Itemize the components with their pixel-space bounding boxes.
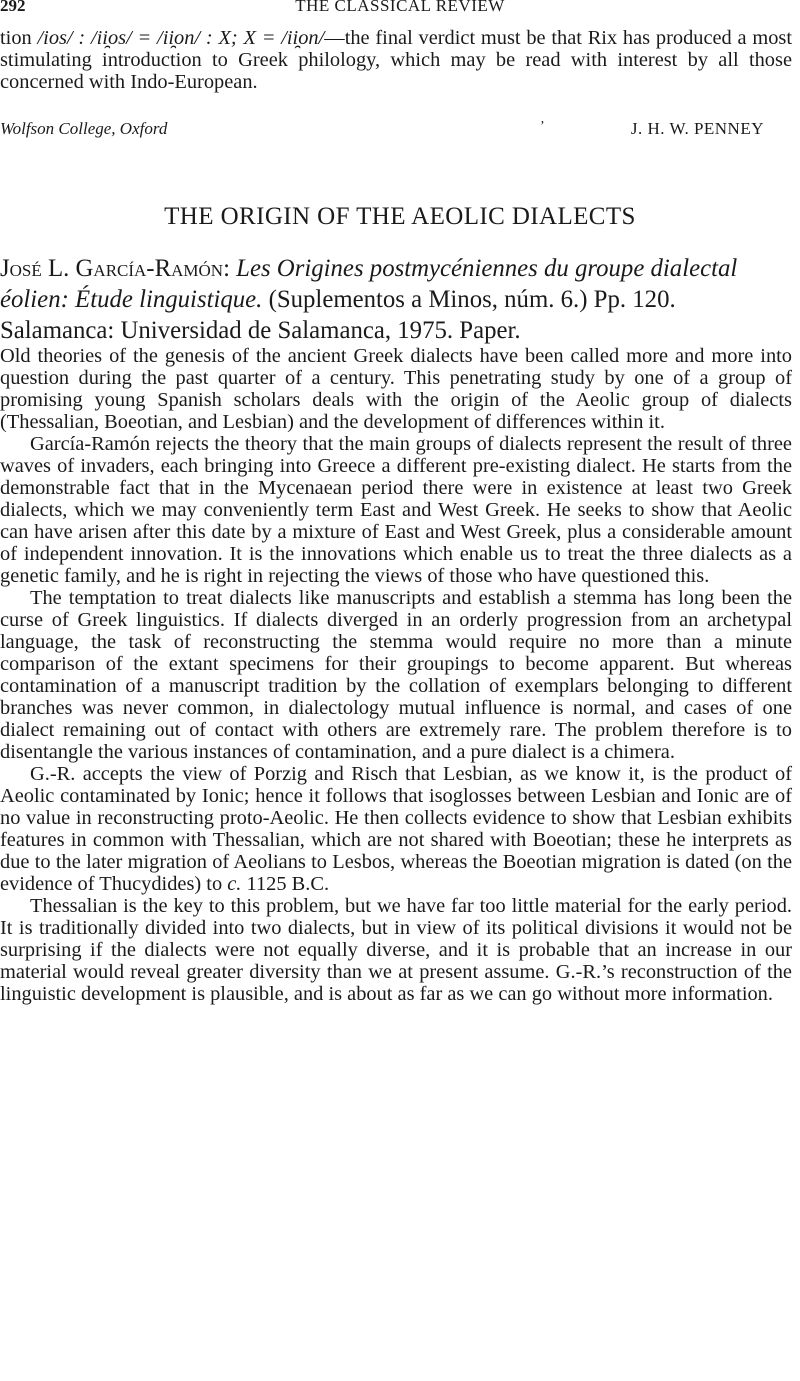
- review-paragraph-5: Thessalian is the key to this problem, but we have far too little material for the early period. It is traditionally divided into two dialects, but in view of its political divisions it would not be surprising if the dialects were not equally diverse, and it is probable that an increase in our material would reveal greater diversity than we at present assume. G.-R.’s reconstruction of the linguistic development is plausible, and is about as far as we can go without more information.: [0, 895, 792, 1005]
- book-author: José L. García-Ramón: [0, 255, 224, 282]
- phonological-formula: /ios/ : /ii̯os/ = /ii̯on/ : X; X = /ii̯on/: [37, 27, 325, 49]
- review-paragraph-3: The temptation to treat dialects like manuscripts and establish a stemma has long been the curse of Greek linguistics. If dialects diverged in an orderly progression from an archetypal language, the task of reconstructing the stemma would require no more than a minute comparison of the extant specimens for their groupings to become apparent. But whereas contamination of a manuscript tradition by the collation of exemplars belonging to different branches was never common, in dialectology mutual influence is normal, and cases of one dialect remaining out of contact with others are extremely rare. The problem therefore is to disentangle the various instances of contamination, and a pure dialect is a chimera.: [0, 587, 792, 763]
- review-paragraph-2: García-Ramón rejects the theory that the main groups of dialects represent the result of three waves of invaders, each bringing into Greece a different pre-existing dialect. He starts from the demonstrable fact that in the Mycenaean period there were in existence at least two Greek dialects, which we may conveniently term East and West Greek. He seeks to show that Aeolic can have arisen after this date by a mixture of East and West Greek, plus a considerable amount of independent innovation. It is the innovations which enable us to treat the three dialects as a genetic family, and he is right in rejecting the views of those who have questioned this.: [0, 433, 792, 587]
- page-number: 292: [0, 0, 26, 15]
- reviewer-name: J. H. W. PENNEY: [630, 119, 764, 138]
- running-head: [0, 0, 800, 20]
- journal-title: THE CLASSICAL REVIEW: [295, 0, 505, 15]
- book-citation: [0, 253, 792, 346]
- reviewer-signature: [0, 119, 792, 141]
- stray-print-mark: ʼ: [540, 119, 545, 134]
- reviewer-affiliation: Wolfson College, Oxford: [0, 119, 168, 138]
- paragraph-lead: tion: [0, 27, 38, 49]
- circa-abbreviation: c.: [227, 873, 242, 895]
- previous-review-ending: [0, 27, 792, 93]
- paragraph-4-text: G.-R. accepts the view of Porzig and Risch that Lesbian, as we know it, is the product of Aeolic contaminated by Ionic; hence it follows that isoglosses between Lesbian and Ionic are of no value in reconstructing proto-Aeolic. He then collects evidence to show that Lesbian exhibits features in common with Thessalian, which are not shared with Boeotian; these he interprets as due to the later migration of Aeolians to Lesbos, whereas the Boeotian migration is dated (on the evidence of Thucydides) to: [0, 763, 792, 895]
- section-title: THE ORIGIN OF THE AEOLIC DIALECTS: [164, 203, 636, 230]
- paragraph-rest: —the final verdict must be that Rix has produced a most stimulating introduction to Greek philology, which may be read with interest by all those concerned with Indo-European.: [0, 27, 793, 93]
- citation-colon: :: [223, 255, 237, 282]
- previous-review-paragraph: [0, 27, 792, 93]
- book-title: Les Origines postmycéniennes du groupe dialectal éolien: Étude linguistique.: [0, 255, 738, 313]
- review-body: [0, 345, 792, 1005]
- paragraph-4-year: 1125: [241, 873, 292, 895]
- review-paragraph-4: [0, 763, 792, 895]
- publication-details: (Suplementos a Minos, núm. 6.) Pp. 120. Salamanca: Universidad de Salamanca, 1975. Paper.: [0, 286, 676, 344]
- review-paragraph-1: Old theories of the genesis of the ancient Greek dialects have been called more and more into question during the past quarter of a century. This penetrating study by one of a group of promising young Spanish scholars deals with the origin of the Aeolic group of dialects (Thessalian, Boeotian, and Lesbian) and the development of differences within it.: [0, 345, 792, 433]
- era-abbreviation: B.C.: [291, 873, 330, 895]
